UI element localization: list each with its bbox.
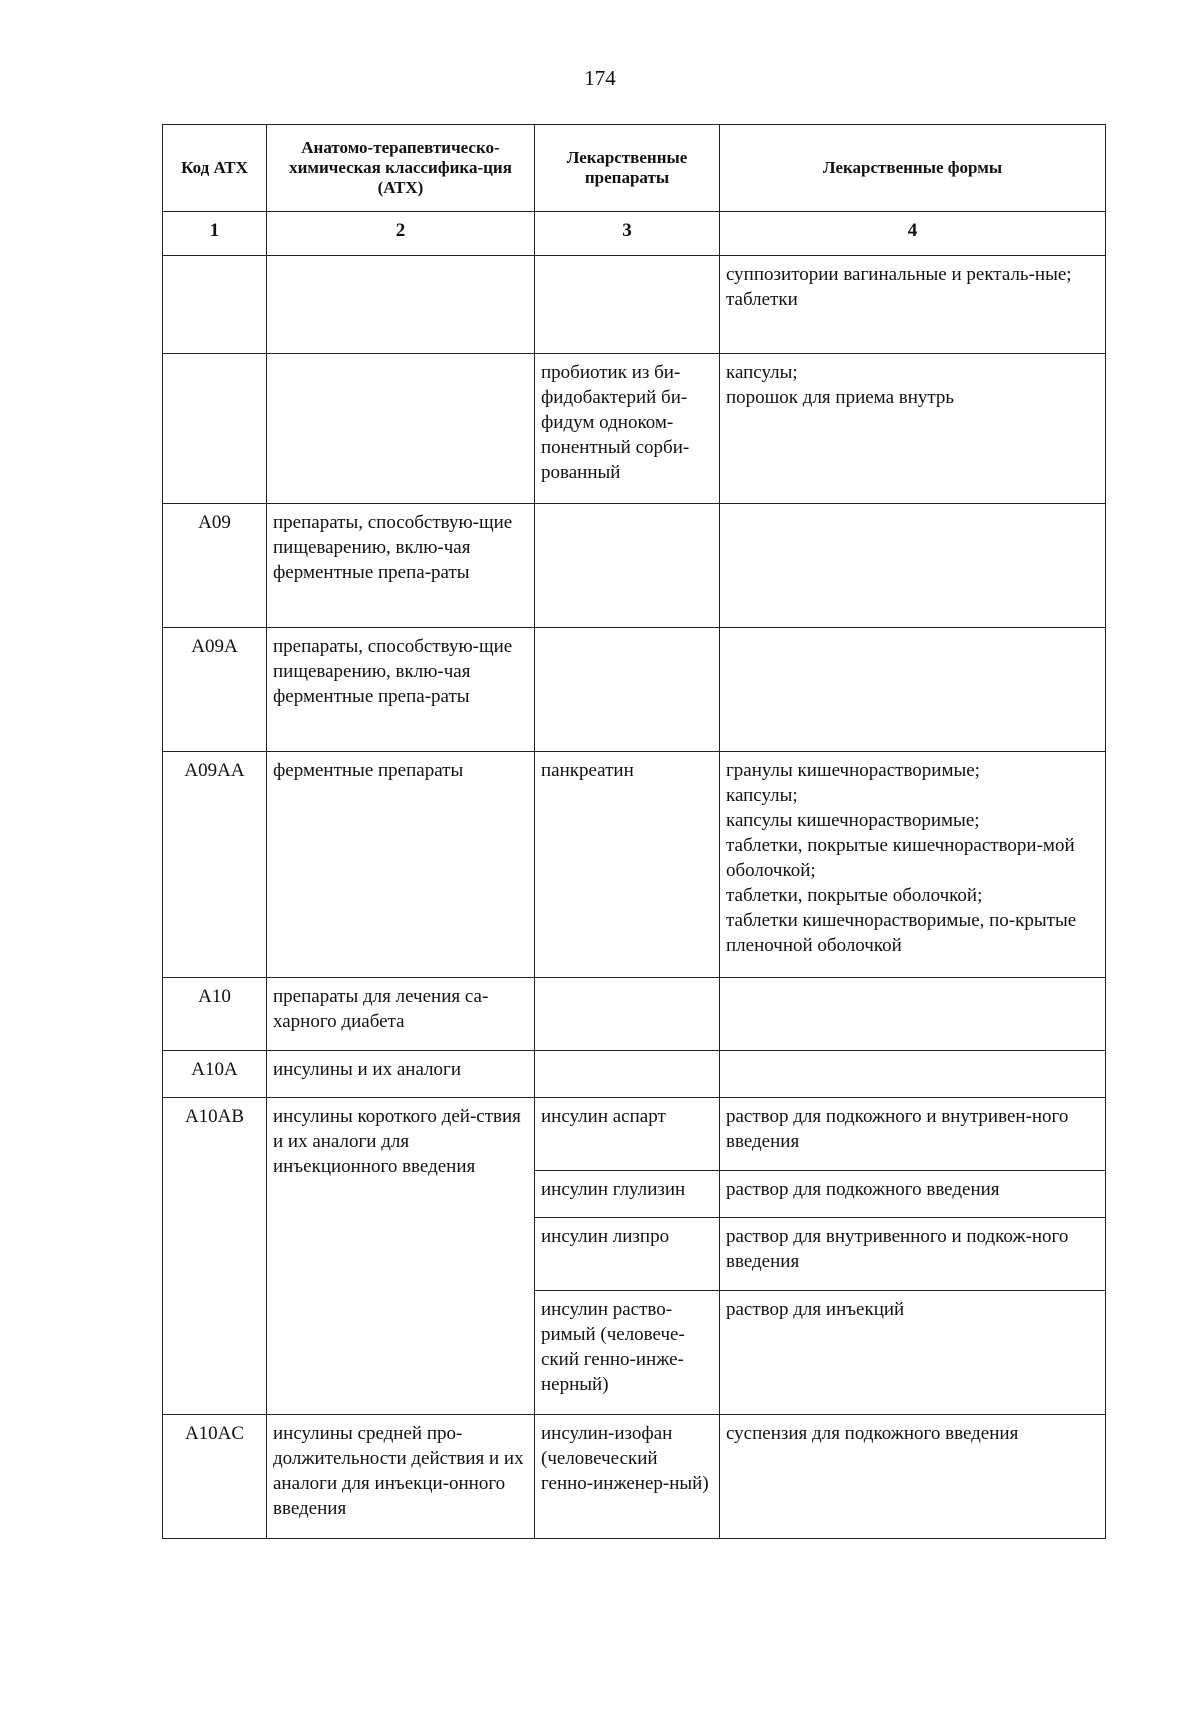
dosage-forms <box>720 628 1106 752</box>
table-row <box>163 256 1106 354</box>
table-row <box>163 628 1106 752</box>
header-code: Код АТХ <box>163 125 267 212</box>
header-drugs: Лекарственные препараты <box>535 125 720 212</box>
drug-name: инсулин лизпро <box>535 1218 720 1291</box>
table-row <box>163 354 1106 504</box>
dosage-forms: раствор для подкожного введения <box>720 1171 1106 1218</box>
atc-code: A10 <box>163 978 267 1051</box>
dosage-forms: раствор для внутривенного и подкож-ного введения <box>720 1218 1106 1291</box>
dosage-forms: раствор для подкожного и внутривен-ного введения <box>720 1098 1106 1171</box>
atc-classification: препараты, способствую-щие пищеварению, вклю-чая ферментные препа-раты <box>267 504 535 628</box>
header-classification: Анатомо-терапевтическо-химическая классифика-ция (АТХ) <box>267 125 535 212</box>
atc-classification <box>267 256 535 354</box>
dosage-forms <box>720 1051 1106 1098</box>
drug-name: инсулин аспарт <box>535 1098 720 1171</box>
column-number: 3 <box>535 212 720 256</box>
drug-name: инсулин-изофан (человеческий генно-инженер-ный) <box>535 1415 720 1539</box>
atc-classification: инсулины средней про-должительности действия и их аналоги для инъекци-онного введения <box>267 1415 535 1539</box>
table-row <box>163 504 1106 628</box>
atc-code <box>163 256 267 354</box>
drug-name <box>535 978 720 1051</box>
dosage-forms: капсулы; порошок для приема внутрь <box>720 354 1106 504</box>
table-row <box>163 1051 1106 1098</box>
dosage-forms <box>720 978 1106 1051</box>
dosage-forms: суппозитории вагинальные и ректаль-ные; таблетки <box>720 256 1106 354</box>
atc-classification <box>267 354 535 504</box>
table-row <box>163 1415 1106 1539</box>
dosage-forms: гранулы кишечнорастворимые; капсулы; капсулы кишечнорастворимые; таблетки, покрытые кишечнораствори-мой оболочкой; таблетки, покрытые оболочкой; таблетки кишечнорастворимые, по-крытые пленочной оболочкой <box>720 752 1106 978</box>
header-row <box>163 125 1106 212</box>
page-number: 174 <box>584 66 616 90</box>
column-number-row <box>163 212 1106 256</box>
header-forms: Лекарственные формы <box>720 125 1106 212</box>
drug-name: инсулин глулизин <box>535 1171 720 1218</box>
dosage-forms: суспензия для подкожного введения <box>720 1415 1106 1539</box>
atc-table <box>162 124 1106 1539</box>
table-row <box>163 752 1106 978</box>
drug-name <box>535 256 720 354</box>
drug-name: инсулин раство-римый (человече-ский генно-инже-нерный) <box>535 1291 720 1415</box>
dosage-forms: раствор для инъекций <box>720 1291 1106 1415</box>
atc-code: A09A <box>163 628 267 752</box>
table-row <box>163 978 1106 1051</box>
atc-classification: инсулины и их аналоги <box>267 1051 535 1098</box>
column-number: 2 <box>267 212 535 256</box>
atc-code: A10AC <box>163 1415 267 1539</box>
atc-code: A10A <box>163 1051 267 1098</box>
drug-name: пробиотик из би-фидобактерий би-фидум одноком-понентный сорби-рованный <box>535 354 720 504</box>
column-number: 1 <box>163 212 267 256</box>
atc-classification: ферментные препараты <box>267 752 535 978</box>
atc-code: A09AA <box>163 752 267 978</box>
dosage-forms <box>720 504 1106 628</box>
atc-classification: препараты для лечения са-харного диабета <box>267 978 535 1051</box>
atc-code <box>163 354 267 504</box>
drug-name <box>535 1051 720 1098</box>
atc-classification: инсулины короткого дей-ствия и их аналоги для инъекционного введения <box>267 1098 535 1415</box>
drug-name <box>535 504 720 628</box>
atc-code: A09 <box>163 504 267 628</box>
drug-name: панкреатин <box>535 752 720 978</box>
atc-code: A10AB <box>163 1098 267 1415</box>
drug-name <box>535 628 720 752</box>
atc-classification: препараты, способствую-щие пищеварению, вклю-чая ферментные препа-раты <box>267 628 535 752</box>
table-row <box>163 1098 1106 1171</box>
column-number: 4 <box>720 212 1106 256</box>
